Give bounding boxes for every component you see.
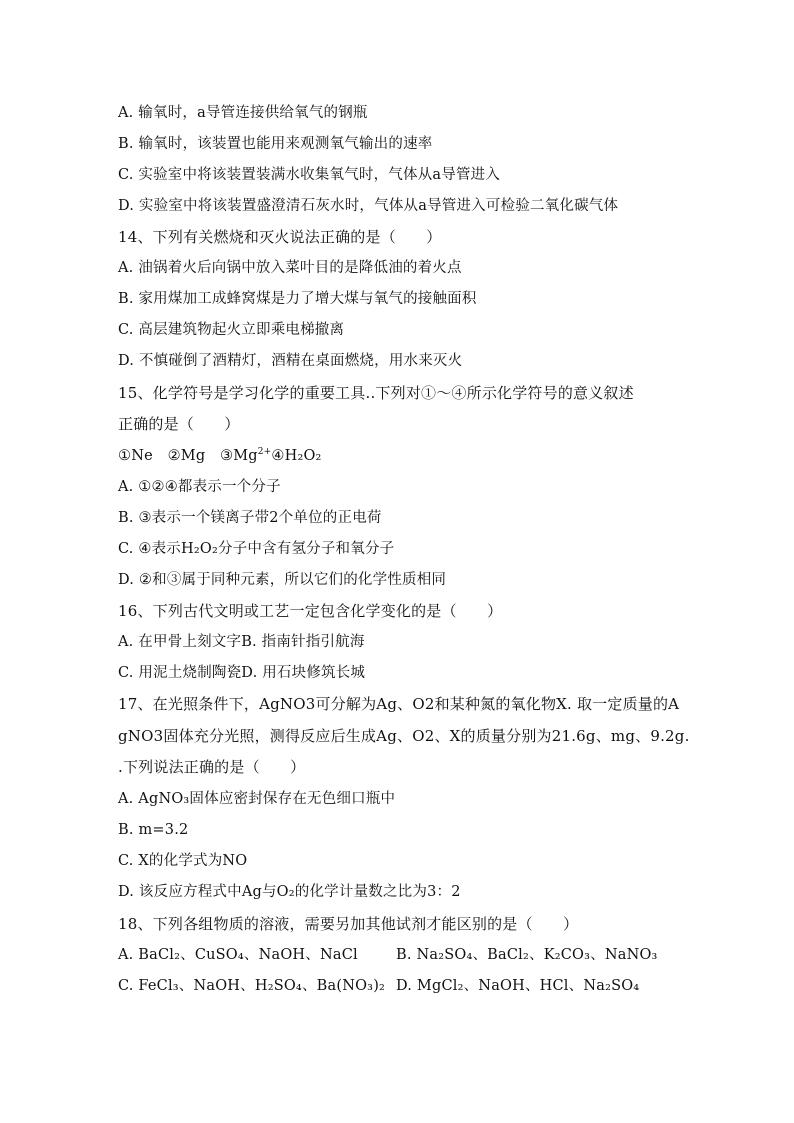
q15-option-d: D. ②和③属于同种元素，所以它们的化学性质相同 (118, 572, 447, 588)
q17-option-c: C. X的化学式为NO (118, 853, 248, 869)
q14-option-c: C. 高层建筑物起火立即乘电梯撤离 (118, 322, 345, 338)
q17-option-b: B. m=3.2 (118, 822, 189, 838)
q15-symbols-h2o2: ④H₂O₂ (271, 448, 322, 464)
q16-stem: 16、下列古代文明或工艺一定包含化学变化的是（ ） (118, 602, 503, 620)
q14-option-a: A. 油锅着火后向锅中放入菜叶目的是降低油的着火点 (118, 260, 462, 276)
q17-stem-line3: .下列说法正确的是（ ） (118, 758, 306, 776)
q16-options-cd: C. 用泥土烧制陶瓷D. 用石块修筑长城 (118, 665, 366, 681)
q14-option-b: B. 家用煤加工成蜂窝煤是力了增大煤与氧气的接触面积 (118, 291, 477, 307)
q15-symbols-prefix: ①Ne ②Mg ③Mg (118, 448, 258, 464)
q13-option-c: C. 实验室中将该装置装满水收集氧气时，气体从a导管进入 (118, 167, 501, 183)
q15-mg-charge: 2+ (257, 447, 272, 457)
q17-option-a: A. AgNO₃固体应密封保存在无色细口瓶中 (118, 791, 396, 807)
q17-option-d: D. 该反应方程式中Ag与O₂的化学计量数之比为3：2 (118, 884, 461, 900)
q14-stem: 14、下列有关燃烧和灭火说法正确的是（ ） (118, 228, 442, 246)
q15-stem-line2: 正确的是（ ） (118, 415, 240, 433)
q18-stem: 18、下列各组物质的溶液，需要另加其他试剂才能区别的是（ ） (118, 915, 579, 933)
q18-option-d: D. MgCl₂、NaOH、HCl、Na₂SO₄ (396, 978, 640, 994)
q14-option-d: D. 不慎碰倒了酒精灯，酒精在桌面燃烧，用水来灭火 (118, 353, 463, 369)
q18-option-a: A. BaCl₂、CuSO₄、NaOH、NaCl (118, 947, 358, 963)
q17-stem-line2: gNO3固体充分光照，测得反应后生成Ag、O2、X的质量分别为21.6g、mg、9.2g. (118, 727, 690, 745)
q13-option-d: D. 实验室中将该装置盛澄清石灰水时，气体从a导管进入可检验二氧化碳气体 (118, 198, 619, 214)
q17-stem-line1: 17、在光照条件下，AgNO3可分解为Ag、O2和某种氮的氧化物X. 取一定质量的A (118, 695, 680, 713)
q15-stem-line1: 15、化学符号是学习化学的重要工具..下列对①～④所示化学符号的意义叙述 (118, 384, 634, 402)
q15-symbols (118, 446, 322, 466)
q18-option-b: B. Na₂SO₄、BaCl₂、K₂CO₃、NaNO₃ (396, 947, 658, 963)
q13-option-b: B. 输氧时，该装置也能用来观测氧气输出的速率 (118, 136, 433, 152)
q13-option-a: A. 输氧时，a导管连接供给氧气的钢瓶 (118, 105, 368, 121)
q15-option-c: C. ④表示H₂O₂分子中含有氢分子和氧分子 (118, 541, 395, 557)
q16-options-ab: A. 在甲骨上刻文字B. 指南针指引航海 (118, 634, 365, 650)
q15-option-a: A. ①②④都表示一个分子 (118, 479, 281, 495)
q18-option-c: C. FeCl₃、NaOH、H₂SO₄、Ba(NO₃)₂ (118, 978, 386, 994)
q15-option-b: B. ③表示一个镁离子带2个单位的正电荷 (118, 510, 382, 526)
